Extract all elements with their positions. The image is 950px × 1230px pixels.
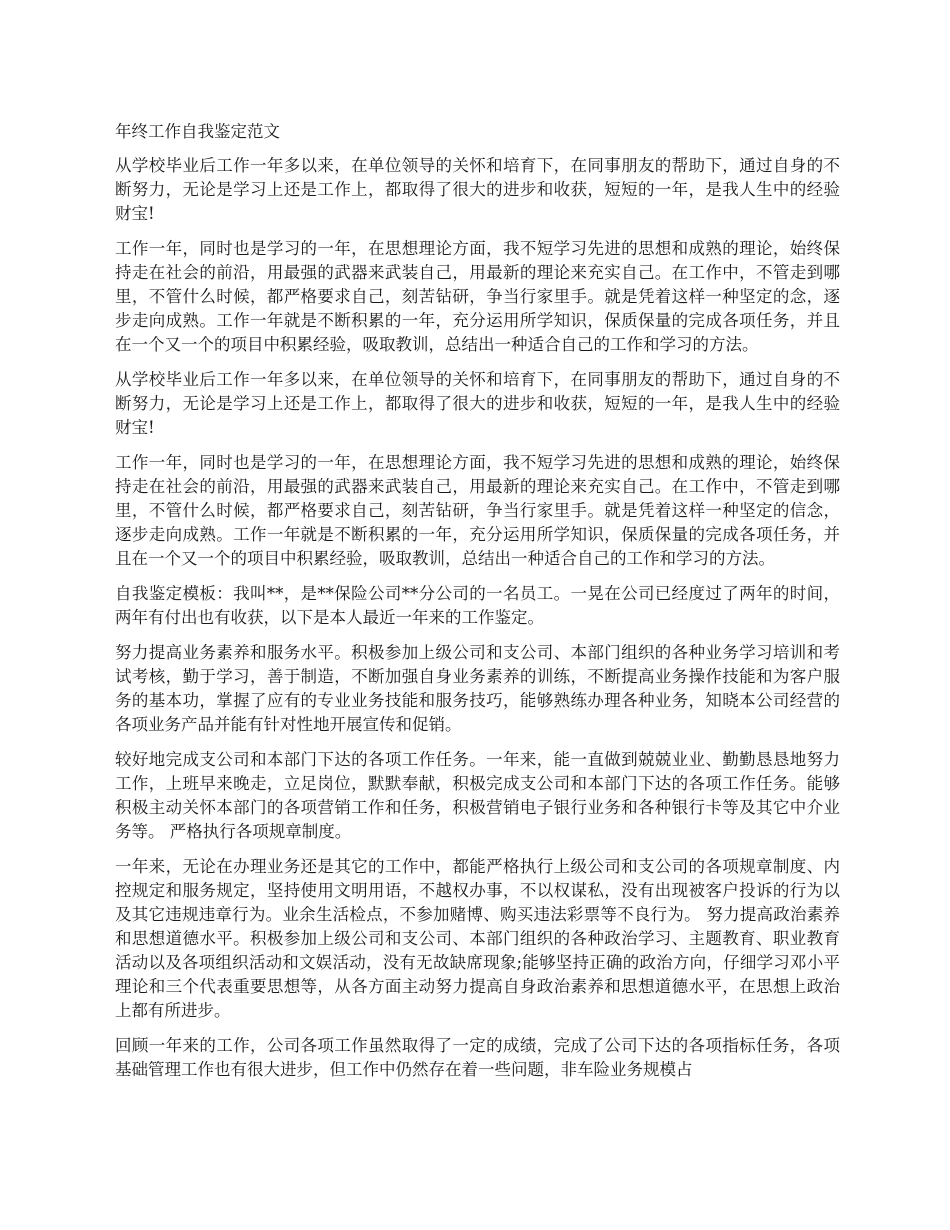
paragraph-1: 从学校毕业后工作一年多以来，在单位领导的关怀和培育下，在同事朋友的帮助下，通过自身的不断努力，无论是学习上还是工作上，都取得了很大的进步和收获，短短的一年，是我人生中的经验财宝! [115,156,840,223]
paragraph-9: 回顾一年来的工作，公司各项工作虽然取得了一定的成绩，完成了公司下达的各项指标任务，各项基础管理工作也有很大进步，但工作中仍然存在着一些问题，非车险业务规模占 [115,1036,840,1079]
document-page [115,120,840,1093]
paragraph-7: 较好地完成支公司和本部门下达的各项工作任务。一年来，能一直做到兢兢业业、勤勤恳恳地努力工作，上班早来晚走，立足岗位，默默奉献，积极完成支公司和本部门下达的各项工作任务。能够积极主动关怀本部门的各项营销工作和任务，积极营销电子银行业务和各种银行卡等及其它中介业务等。 严格执行各项规章制度。 [115,750,840,841]
paragraph-8: 一年来，无论在办理业务还是其它的工作中，都能严格执行上级公司和支公司的各项规章制度、内控规定和服务规定，坚持使用文明用语，不越权办事，不以权谋私，没有出现被客户投诉的行为以及其它违规违章行为。业余生活检点，不参加赌博、购买违法彩票等不良行为。 努力提高政治素养和思想道德水平。积极参加上级公司和支公司、本部门组织的各种政治学习、主题教育、职业教育活动以及各项组织活动和文娱活动，没有无故缺席现象;能够坚持正确的政治方向，仔细学习邓小平理论和三个代表重要思想等，从各方面主动努力提高自身政治素养和思想道德水平，在思想上政治上都有所进步。 [115,857,840,1020]
paragraph-2: 工作一年，同时也是学习的一年，在思想理论方面，我不短学习先进的思想和成熟的理论，始终保持走在社会的前沿，用最强的武器来武装自己，用最新的理论来充实自己。在工作中，不管走到哪里，不管什么时候，都严格要求自己，刻苦钻研，争当行家里手。就是凭着这样一种坚定的念，逐步走向成熟。工作一年就是不断积累的一年，充分运用所学知识，保质保量的完成各项任务，并且在一个又一个的项目中积累经验，吸取教训，总结出一种适合自己的工作和学习的方法。 [115,239,840,354]
paragraph-6: 努力提高业务素养和服务水平。积极参加上级公司和支公司、本部门组织的各种业务学习培训和考试考核，勤于学习，善于制造，不断加强自身业务素养的训练，不断提高业务操作技能和为客户服务的基本功，掌握了应有的专业业务技能和服务技巧，能够熟练办理各种业务，知晓本公司经营的各项业务产品并能有针对性地开展宣传和促销。 [115,643,840,734]
paragraph-3: 从学校毕业后工作一年多以来，在单位领导的关怀和培育下，在同事朋友的帮助下，通过自身的不断努力，无论是学习上还是工作上，都取得了很大的进步和收获，短短的一年，是我人生中的经验财宝! [115,370,840,437]
document-title: 年终工作自我鉴定范文 [115,122,280,141]
paragraph-4: 工作一年，同时也是学习的一年，在思想理论方面，我不短学习先进的思想和成熟的理论，始终保持走在社会的前沿，用最强的武器来武装自己，用最新的理论来充实自己。在工作中，不管走到哪里，不管什么时候，都严格要求自己，刻苦钻研，争当行家里手。就是凭着这样一种坚定的信念，逐步走向成熟。工作一年就是不断积累的一年，充分运用所学知识，保质保量的完成各项任务，并且在一个又一个的项目中积累经验，吸取教训，总结出一种适合自己的工作和学习的方法。 [115,453,840,568]
paragraph-5: 自我鉴定模板：我叫**，是**保险公司**分公司的一名员工。一晃在公司已经度过了两年的时间，两年有付出也有收获，以下是本人最近一年来的工作鉴定。 [115,584,840,627]
